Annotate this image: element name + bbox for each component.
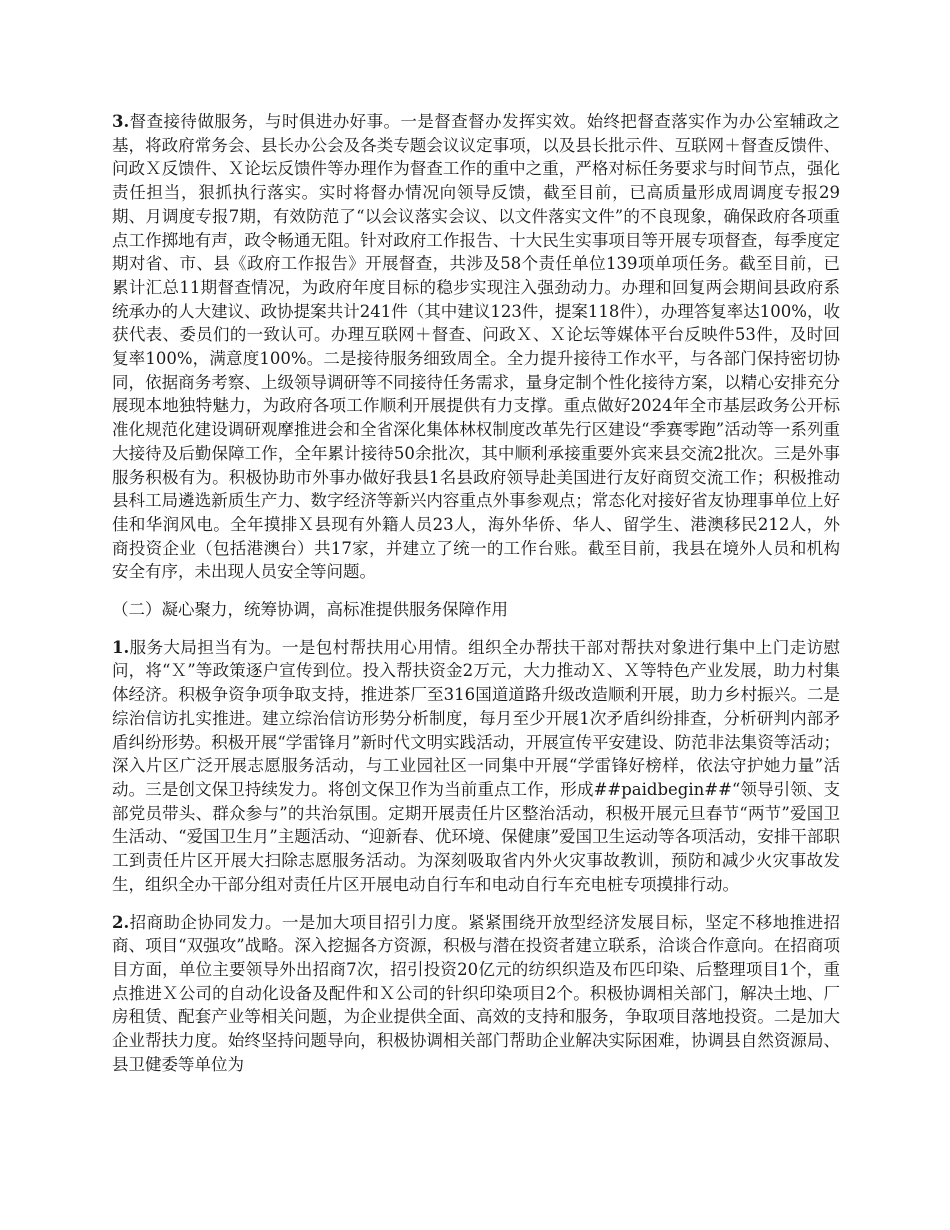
item-1-number: 1. — [112, 637, 130, 657]
section-3-paragraph — [112, 110, 840, 584]
section-3-number: 3. — [112, 112, 130, 131]
section-3-text: 督查接待做服务，与时俱进办好事。一是督查督办发挥实效。始终把督查落实作为办公室辅政之基，将政府常务会、县长办公会及各类专题会议议定事项，以及县长批示件、互联网＋督查反馈件、问政Ｘ反馈件、Ｘ论坛反馈件等办理作为督查工作的重中之重，严格对标任务要求与时间节点，强化责任担当，狠抓执行落实。实时将督办情况向领导反馈，截至目前，已高质量形成周调度专报29期、月调度专报7期，有效防范了“以会议落实会议、以文件落实文件”的不良现象，确保政府各项重点工作掷地有声，政令畅通无阻。针对政府工作报告、十大民生实事项目等开展专项督查，每季度定期对省、市、县《政府工作报告》开展督查，共涉及58个责任单位139项单项任务。截至目前，已累计汇总11期督查情况，为政府年度目标的稳步实现注入强劲动力。办理和回复两会期间县政府系统承办的人大建议、政协提案共计241件（其中建议123件，提案118件），办理答复率达100%，收获代表、委员们的一致认可。办理互联网＋督查、问政Ｘ、Ｘ论坛等媒体平台反映件53件，及时回复率100%，满意度100%。二是接待服务细致周全。全力提升接待工作水平，与各部门保持密切协同，依据商务考察、上级领导调研等不同接待任务需求，量身定制个性化接待方案，以精心安排充分展现本地独特魅力，为政府各项工作顺利开展提供有力支撑。重点做好2024年全市基层政务公开标准化规范化建设调研观摩推进会和全省深化集体林权制度改革先行区建设“季赛零跑”活动等一系列重大接待及后勤保障工作，全年累计接待50余批次，其中顺利承接重要外宾来县交流2批次。三是外事服务积极有为。积极协助市外事办做好我县1名县政府领导赴美国进行友好商贸交流工作；积极推动县科工局遴选新质生产力、数字经济等新兴内容重点外事参观点；常态化对接好省友协理事单位上好佳和华润风电。全年摸排Ｘ县现有外籍人员23人，海外华侨、华人、留学生、港澳移民212人，外商投资企业（包括港澳台）共17家，并建立了统一的工作台账。截至目前，我县在境外人员和机构安全有序，未出现人员安全等问题。 — [112, 112, 840, 582]
item-2-text: 招商助企协同发力。一是加大项目招引力度。紧紧围绕开放型经济发展目标，坚定不移地推进招商、项目“双强攻”战略。深入挖掘各方资源，积极与潜在投资者建立联系，洽谈合作意向。在招商项目方面，单位主要领导外出招商7次，招引投资20亿元的纺织织造及布匹印染、后整理项目1个，重点推进Ｘ公司的自动化设备及配件和Ｘ公司的针织印染项目2个。积极协调相关部门，解决土地、厂房租赁、配套产业等相关问题，为企业提供全面、高效的支持和服务，争取项目落地投资。二是加大企业帮扶力度。始终坚持问题导向，积极协调相关部门帮助企业解决实际困难，协调县自然资源局、县卫健委等单位为 — [112, 912, 840, 1074]
item-2-number: 2. — [112, 912, 130, 932]
document-page — [112, 110, 840, 1090]
item-1-text: 服务大局担当有为。一是包村帮扶用心用情。组织全办帮扶干部对帮扶对象进行集中上门走访慰问，将“Ｘ”等政策逐户宣传到位。投入帮扶资金2万元，大力推动Ｘ、Ｘ等特色产业发展，助力村集体经济。积极争资争项争取支持，推进茶厂至316国道道路升级改造顺利开展，助力乡村振兴。二是综治信访扎实推进。建立综治信访形势分析制度，每月至少开展1次矛盾纠纷排查，分析研判内部矛盾纠纷形势。积极开展“学雷锋月”新时代文明实践活动，开展宣传平安建设、防范非法集资等活动；深入片区广泛开展志愿服务活动，与工业园社区一同集中开展“学雷锋好榜样，依法守护她力量”活动。三是创文保卫持续发力。将创文保卫作为当前重点工作，形成##paidbegin##“领导引领、支部党员带头、群众参与”的共治氛围。定期开展责任片区整治活动，积极开展元旦春节“两节”爱国卫生活动、“爱国卫生月”主题活动、“迎新春、优环境、保健康”爱国卫生运动等各项活动，安排干部职工到责任片区开展大扫除志愿服务活动。为深刻吸取省内外火灾事故教训，预防和减少火灾事故发生，组织全办干部分组对责任片区开展电动自行车和电动自行车充电桩专项摸排行动。 — [112, 637, 840, 894]
subsection-2-heading: （二）凝心聚力，统筹协调，高标准提供服务保障作用 — [112, 600, 508, 620]
item-2-paragraph — [112, 911, 840, 1077]
item-1-paragraph — [112, 636, 840, 897]
